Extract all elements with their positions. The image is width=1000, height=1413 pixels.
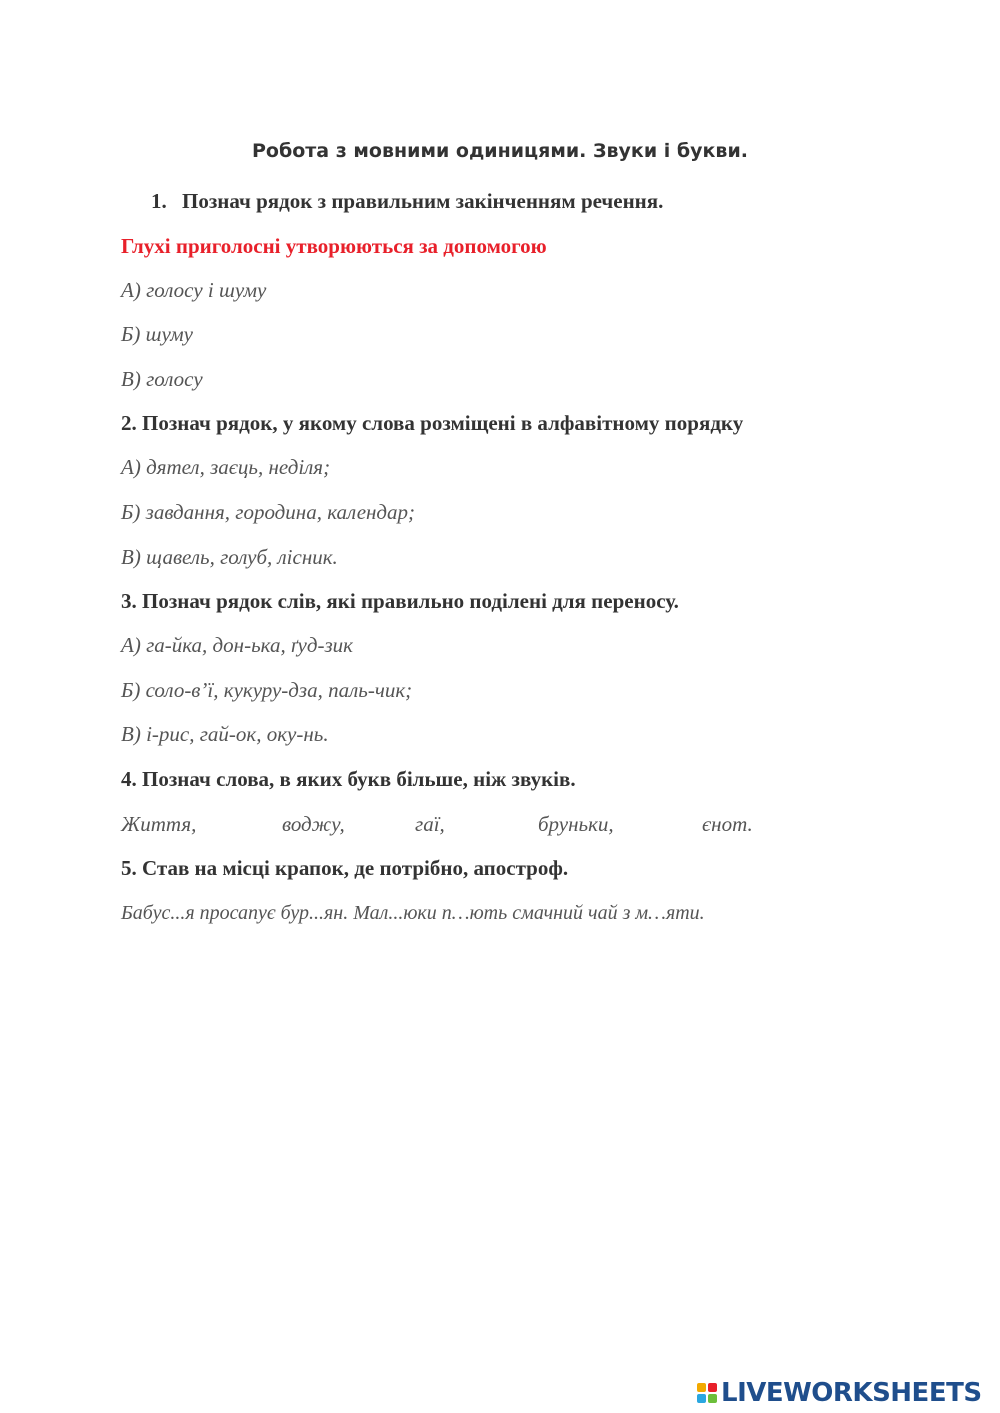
worksheet-title: Робота з мовними одиницями. Звуки і букви. <box>252 140 748 162</box>
question-4-word[interactable]: бруньки, <box>538 812 614 836</box>
question-5-text: 5. Став на місці крапок, де потрібно, апостроф. <box>121 856 569 880</box>
logo-square <box>708 1383 717 1392</box>
question-4-word[interactable]: Життя, <box>121 812 197 836</box>
question-3-text: 3. Познач рядок слів, які правильно поділені для переносу. <box>121 589 679 613</box>
logo-square <box>697 1383 706 1392</box>
question-1-text: Познач рядок з правильним закінченням речення. <box>182 189 664 213</box>
logo-square <box>697 1394 706 1403</box>
question-1-prompt: Глухі приголосні утворюються за допомогою <box>121 234 547 258</box>
question-2-text: 2. Познач рядок, у якому слова розміщені в алфавітному порядку <box>121 411 744 435</box>
question-3-option-c[interactable]: В) і-рис, гай-ок, оку-нь. <box>121 722 329 746</box>
question-2-option-b[interactable]: Б) завдання, городина, календар; <box>121 500 416 524</box>
question-1-option-c[interactable]: В) голосу <box>121 367 203 391</box>
question-3-option-a[interactable]: А) га-йка, дон-ька, ґуд-зик <box>121 633 353 657</box>
question-4-word[interactable]: єнот. <box>702 812 753 836</box>
question-3-option-b[interactable]: Б) соло-в’ї, кукуру-дза, паль-чик; <box>121 678 413 702</box>
question-2-option-a[interactable]: А) дятел, заєць, неділя; <box>121 455 331 479</box>
question-1-option-b[interactable]: Б) шуму <box>121 322 194 346</box>
question-4-text: 4. Познач слова, в яких букв більше, ніж звуків. <box>121 767 576 791</box>
liveworksheets-logo[interactable] <box>697 1376 982 1410</box>
question-4-word[interactable]: гаї, <box>415 812 445 836</box>
liveworksheets-logo-text: LIVEWORKSHEETS <box>721 1378 982 1408</box>
question-1-number: 1. <box>151 189 167 213</box>
question-1-option-a[interactable]: А) голосу і шуму <box>121 278 267 302</box>
question-5-sentence[interactable]: Бабус...я просапує бур...ян. Мал...юки п…ють смачний чай з м…яти. <box>121 902 705 924</box>
logo-square <box>708 1394 717 1403</box>
liveworksheets-logo-mark-icon <box>697 1383 717 1403</box>
question-4-word[interactable]: воджу, <box>282 812 345 836</box>
question-2-option-c[interactable]: В) щавель, голуб, лісник. <box>121 545 338 569</box>
